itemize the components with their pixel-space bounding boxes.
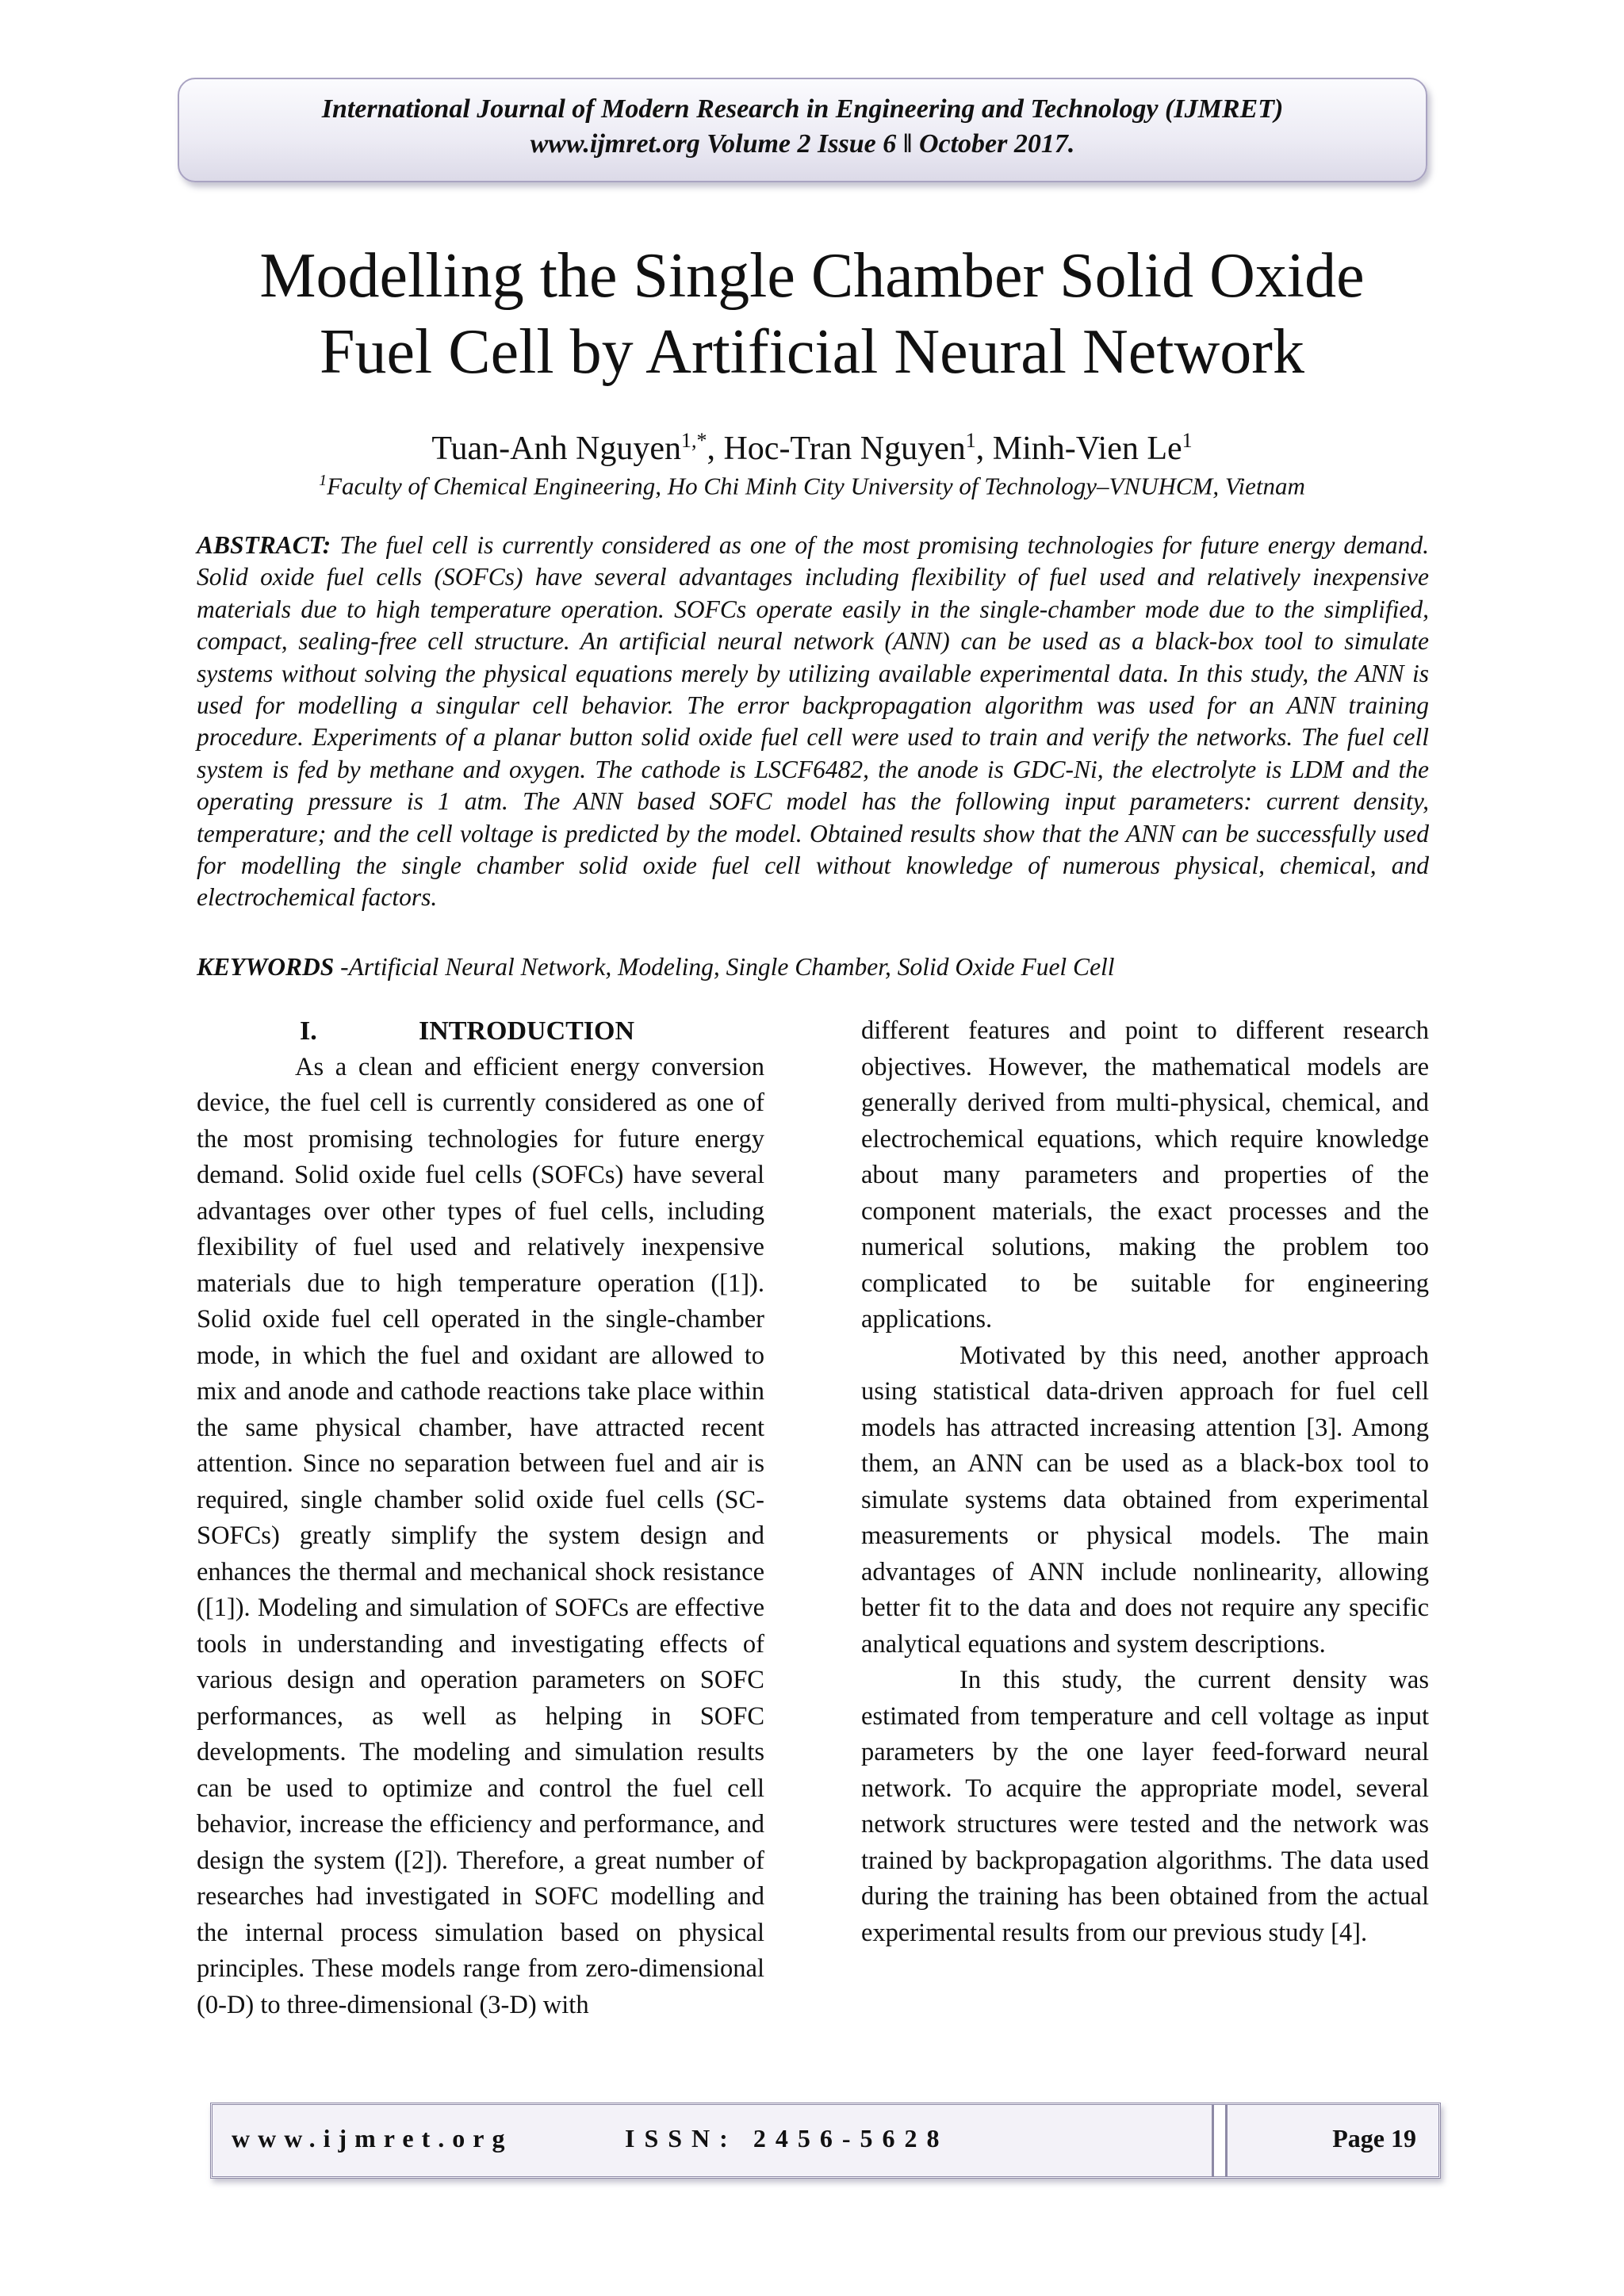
author-name: Minh-Vien Le — [992, 430, 1182, 467]
author-separator: , — [707, 430, 724, 467]
footer-issn: ISSN: 2456-5628 — [625, 2124, 949, 2152]
author-list — [119, 419, 1505, 471]
footer-website: www.ijmret.org — [232, 2124, 513, 2152]
paragraph: As a clean and efficient energy conversion device, the fuel cell is currently considered as one of the most promising technologies for future energy demand. Solid oxide fuel cells (SOFCs) have several advantages over other types of fuel cells, including flexibility of fuel used and relatively inexpensive materials due to high temperature operation ([1]). Solid oxide fuel cell operated in the single-chamber mode, in which the fuel and oxidant are allowed to mix and anode and cathode reactions take place within the same physical chamber, have attracted recent attention. Since no separation between fuel and air is required, single chamber solid oxide fuel cells (SC-SOFCs) greatly simplify the system design and enhances the thermal and mechanical shock resistance ([1]). Modeling and simulation of SOFCs are effective tools in understanding and investigating effects of various design and operation parameters on SOFC performances, as well as helping in SOFC developments. The modeling and simulation results can be used to optimize and control the fuel cell behavior, increase the efficiency and performance, and design the system ([2]). Therefore, a great number of researches had investigated in SOFC modelling and the internal process simulation based on physical principles. These models range from zero-dimensional (0-D) to three-dimensional (3-D) with — [197, 1052, 764, 2019]
abstract-text: The fuel cell is currently considered as one of the most promising technologies for future energy demand. Solid oxide fuel cells (SOFCs) have several advantages including flexibility of fuel used and relatively inexpensive materials due to high temperature operation. SOFCs operate easily in the single-chamber mode due to the simplified, compact, sealing-free cell structure. An artificial neural network (ANN) can be used as a black-box tool to simulate systems without solving the physical equations merely by utilizing available experimental data. In this study, the ANN is used for modelling a singular cell behavior. The error backpropagation algorithm was used for an ANN training procedure. Experiments of a planar button solid oxide fuel cell were used to train and verify the networks. The fuel cell system is fed by methane and oxygen. The cathode is LSCF6482, the anode is GDC-Ni, the electrolyte is LDM and the operating pressure is 1 atm. The ANN based SOFC model has the following input parameters: current density, temperature; and the cell voltage is predicted by the model. Obtained results show that the ANN can be successfully used for modelling the single chamber solid oxide fuel cell without knowledge of numerous physical, chemical, and electrochemical factors. — [197, 531, 1430, 912]
section-heading — [197, 1013, 764, 1050]
paragraph: Motivated by this need, another approach using statistical data-driven approach for fuel cell models has attracted increasing attention [3]. Among them, an ANN can be used as a black-box tool to simulate systems data obtained from experimental measurements or physical models. The main advantages of ANN include nonlinearity, allowing better fit to the data and does not require any specific analytical equations and system descriptions. — [861, 1341, 1429, 1659]
footer-divider — [1212, 2105, 1228, 2176]
paragraph: In this study, the current density was estimated from temperature and cell voltage as input parameters by the one layer feed-forward neural network. To acquire the appropriate model, several network structures were tested and the network was trained by backpropagation algorithms. The data used during the training has been obtained from the actual experimental results from our previous study [4]. — [861, 1666, 1429, 1947]
paragraph: different features and point to different research objectives. However, the mathematical models are generally derived from multi-physical, chemical, and electrochemical equations, which require knowledge about many parameters and properties of the component materials, the exact processes and the numerical solutions, making the problem too complicated to be suitable for engineering applications. — [861, 1016, 1429, 1334]
author-affiliation-mark: 1 — [965, 429, 976, 452]
journal-name: International Journal of Modern Research in Engineering and Technology (IJMRET) — [321, 94, 1284, 124]
journal-header — [178, 78, 1427, 182]
abstract — [197, 530, 1429, 914]
right-column — [861, 1013, 1429, 1951]
author-separator: , — [975, 430, 993, 467]
section-title: INTRODUCTION — [419, 1016, 635, 1046]
author-affiliation-mark: 1,* — [680, 429, 707, 452]
page-footer — [210, 2103, 1441, 2179]
author-affiliation-mark: 1 — [1182, 429, 1193, 452]
section-number: I. — [300, 1016, 317, 1046]
keywords-label: KEYWORDS — [197, 953, 335, 981]
abstract-label: ABSTRACT: — [197, 531, 331, 559]
left-column — [197, 1013, 764, 2023]
affiliation-mark: 1 — [319, 472, 327, 489]
affiliation — [119, 465, 1505, 502]
paper-title — [119, 238, 1505, 390]
author-name: Hoc-Tran Nguyen — [723, 430, 966, 467]
page-number: Page 19 — [1332, 2124, 1416, 2152]
author-name: Tuan-Anh Nguyen — [431, 430, 681, 467]
journal-issue: www.ijmret.org Volume 2 Issue 6 ǁ October 2017. — [530, 129, 1075, 159]
title-line-1: Modelling the Single Chamber Solid Oxide — [259, 241, 1365, 311]
title-line-2: Fuel Cell by Artificial Neural Network — [320, 317, 1304, 387]
keywords-text: -Artificial Neural Network, Modeling, Single Chamber, Solid Oxide Fuel Cell — [334, 953, 1115, 981]
keywords — [197, 951, 1429, 983]
affiliation-text: Faculty of Chemical Engineering, Ho Chi Minh City University of Technology–VNUHCM, Vietnam — [327, 472, 1305, 500]
